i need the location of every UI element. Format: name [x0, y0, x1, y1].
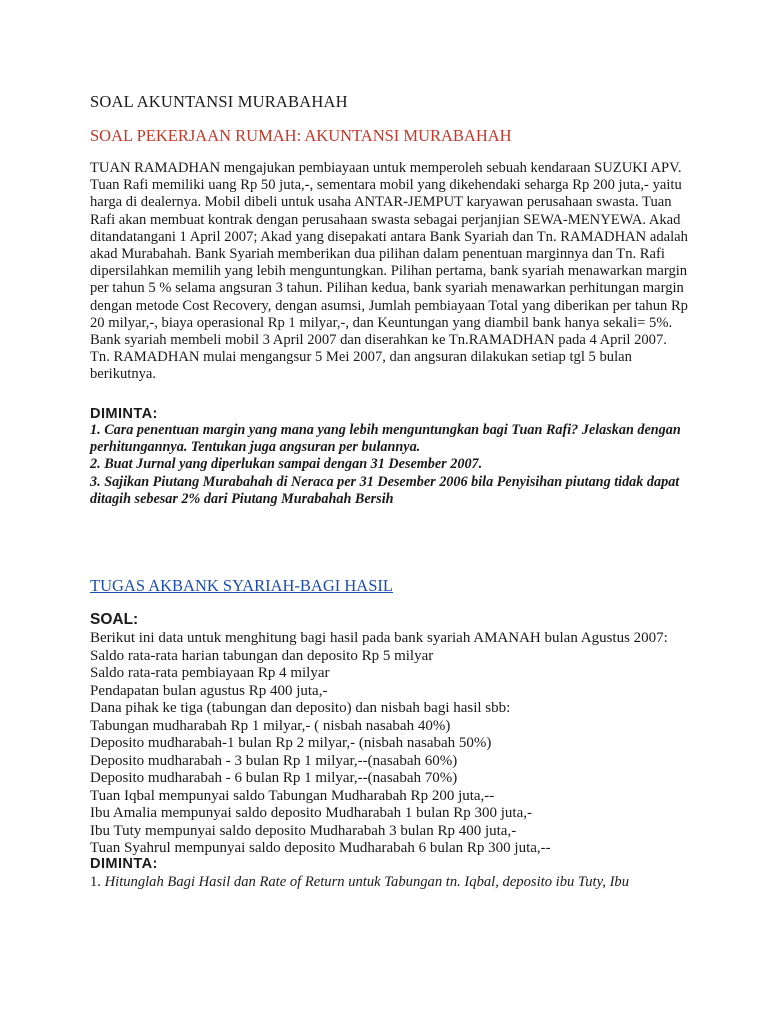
data-line: Dana pihak ke tiga (tabungan dan deposito) dan nisbah bagi hasil sbb: [90, 700, 511, 716]
question-text: Hitunglah Bagi Hasil dan Rate of Return untuk Tabungan tn. Iqbal, deposito ibu Tuty, Ibu [104, 874, 630, 890]
data-line: Tabungan mudharabah Rp 1 milyar,- ( nisbah nasabah 40%) [90, 717, 451, 734]
data-line: Deposito mudharabah-1 bulan Rp 2 milyar,- (nisbah nasabah 50%) [90, 735, 492, 751]
data-line: Ibu Amalia mempunyai saldo deposito Mudharabah 1 bulan Rp 300 juta,- [90, 805, 533, 821]
tugas-link[interactable]: TUGAS AKBANK SYARIAH-BAGI HASIL [90, 576, 393, 595]
question-item: 3. Sajikan Piutang Murabahah di Neraca per 31 Desember 2006 bila Penyisihan piutang tidak dapat ditagih sebesar 2% dari Piutang Murabahah Bersih [90, 473, 680, 507]
question-item: 2. Buat Jurnal yang diperlukan sampai dengan 31 Desember 2007. [90, 456, 483, 473]
question-item: 1. Cara penentuan margin yang mana yang lebih menguntungkan bagi Tuan Rafi? Jelaskan dengan perhitungannya. Tentukan juga angsuran per bulannya. [90, 422, 681, 456]
data-line: Deposito mudharabah - 6 bulan Rp 1 milyar,--(nasabah 70%) [90, 770, 458, 786]
bagi-hasil-data [90, 630, 690, 858]
question-number: 1. [90, 874, 105, 890]
homework-subtitle: SOAL PEKERJAAN RUMAH: AKUNTANSI MURABAHAH [90, 126, 512, 145]
case-paragraph: TUAN RAMADHAN mengajukan pembiayaan untuk memperoleh sebuah kendaraan SUZUKI APV. Tuan Rafi memiliki uang Rp 50 juta,-, sementara mobil yang dikehendaki seharga Rp 200 juta,- yaitu harga di dealernya. Mobil dibeli untuk usaha ANTAR-JEMPUT karyawan perusahaan swasta. Tuan Rafi akan membuat kontrak dengan perusahaan swasta sebagai perjanjian SEWA-MENYEWA. Akad ditandatangani 1 April 2007; Akad yang disepakati antara Bank Syariah dan Tn. RAMADHAN adalah akad Murabahah. Bank Syariah memberikan dua pilihan dalam penentuan marginnya dan Tn. Rafi dipersilahkan memilih yang lebih menguntungkan. Pilihan pertama, bank syariah menawarkan margin per tahun 5 % selama angsuran 3 tahun. Pilihan kedua, bank syariah menawarkan perhitungan margin dengan metode Cost Recovery, dengan asumsi, Jumlah pembiayaan Total yang diberikan per tahun Rp 20 milyar,-, biaya operasional Rp 1 milyar,-, dan Keuntungan yang diambil bank hanya sekali= 5%. Bank syariah membeli mobil 3 April 2007 dan diserahkan ke Tn.RAMADHAN pada 4 April 2007. Tn. RAMADHAN mulai mengangsur 5 Mei 2007, dan angsuran dilakukan setiap tgl 5 bulan berikutnya. [90, 160, 688, 383]
data-line: Deposito mudharabah - 3 bulan Rp 1 milyar,--(nasabah 60%) [90, 752, 458, 769]
diminta-heading-1: DIMINTA: [90, 406, 158, 422]
diminta-heading-2: DIMINTA: [90, 856, 158, 872]
data-line: Tuan Iqbal mempunyai saldo Tabungan Mudharabah Rp 200 juta,-- [90, 787, 495, 804]
data-line: Pendapatan bulan agustus Rp 400 juta,- [90, 682, 328, 699]
data-line: Berikut ini data untuk menghitung bagi hasil pada bank syariah AMANAH bulan Agustus 2007: [90, 630, 668, 646]
document-title: SOAL AKUNTANSI MURABAHAH [90, 92, 348, 111]
data-line: Saldo rata-rata harian tabungan dan deposito Rp 5 milyar [90, 647, 434, 664]
question-2-1 [90, 874, 690, 891]
data-line: Ibu Tuty mempunyai saldo deposito Mudharabah 3 bulan Rp 400 juta,- [90, 822, 517, 839]
data-line: Saldo rata-rata pembiayaan Rp 4 milyar [90, 665, 330, 681]
question-list-1 [90, 422, 690, 508]
data-line: Tuan Syahrul mempunyai saldo deposito Mudharabah 6 bulan Rp 300 juta,-- [90, 840, 551, 856]
soal-heading: SOAL: [90, 611, 139, 628]
